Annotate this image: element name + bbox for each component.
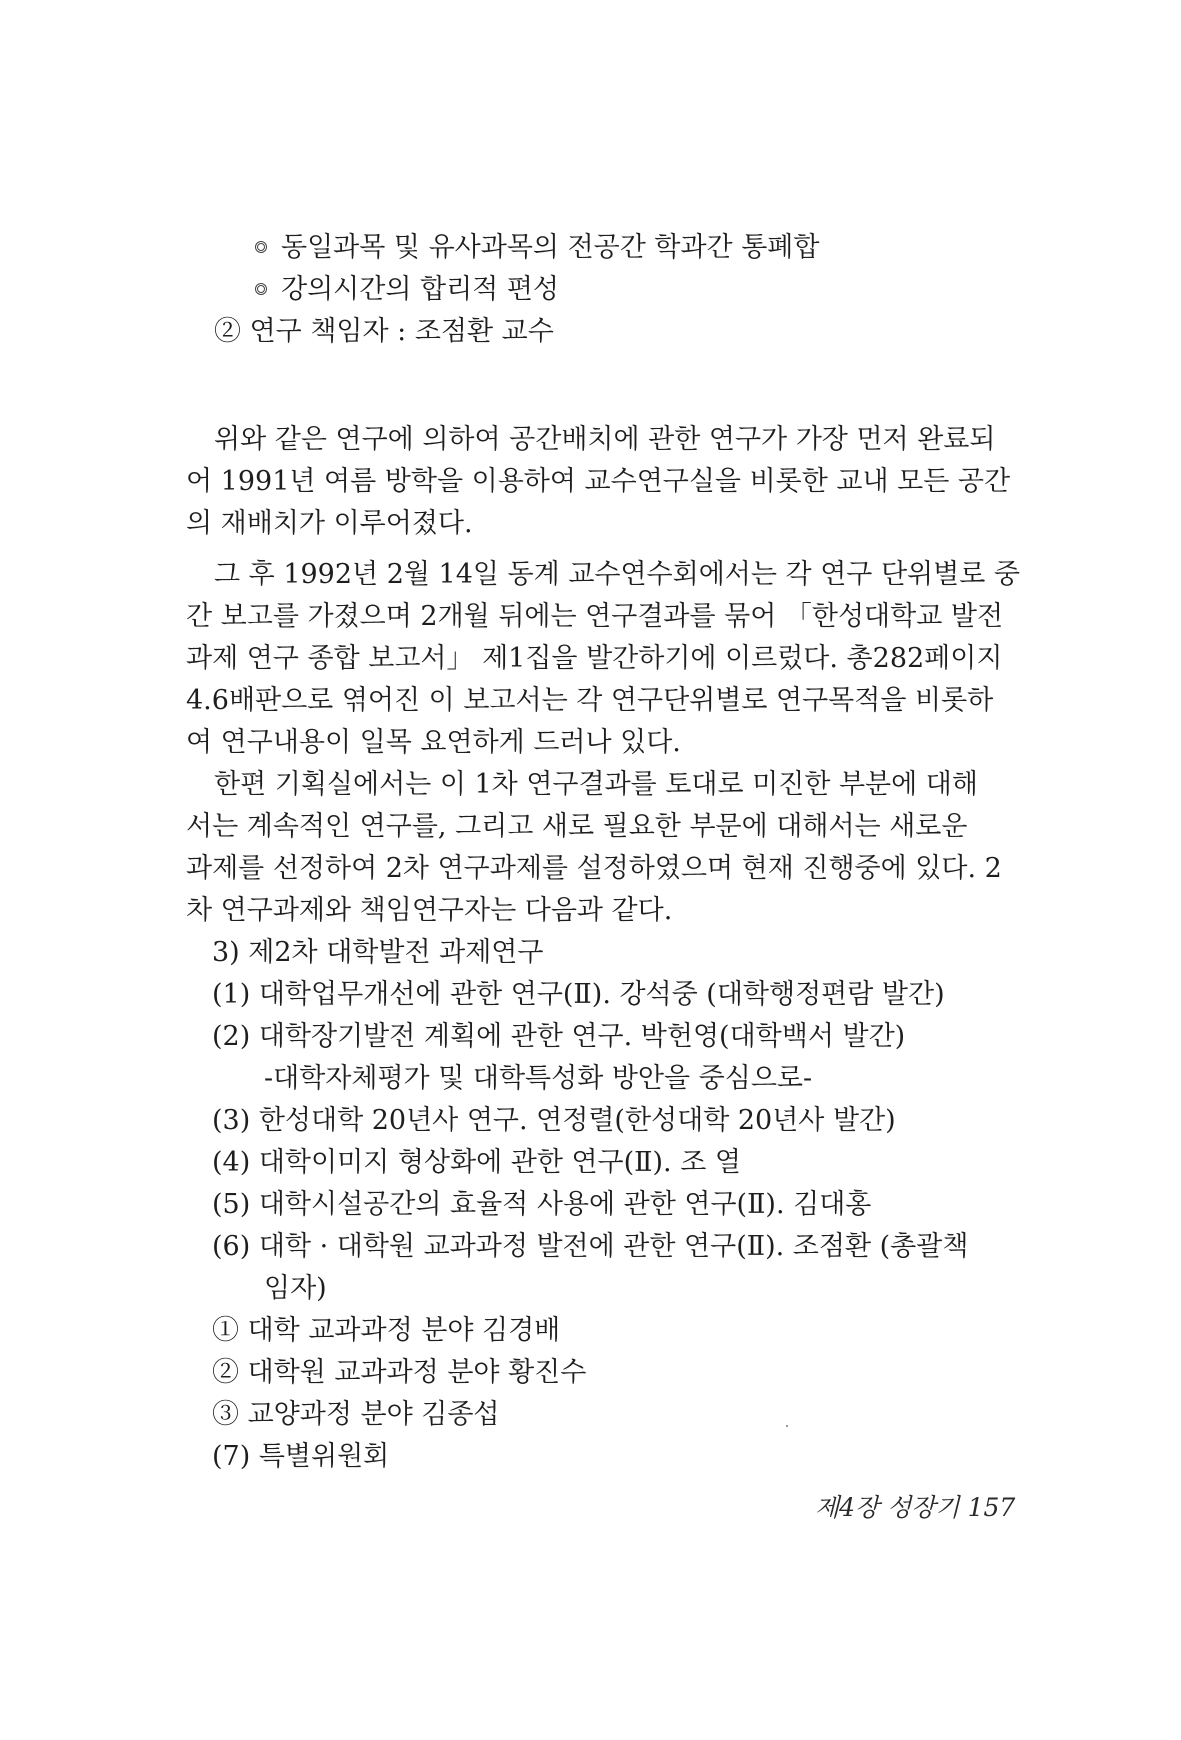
list-item: (4) 대학이미지 형상화에 관한 연구(Ⅱ). 조 열 [212, 1147, 741, 1178]
paragraph-line: 과제 연구 종합 보고서」 제1집을 발간하기에 이르렀다. 총282페이지 [186, 643, 1003, 674]
paragraph-line: 과제를 선정하여 2차 연구과제를 설정하였으며 현재 진행중에 있다. 2 [186, 853, 1002, 884]
sub-item: ① 대학 교과과정 분야 김경배 [212, 1315, 561, 1346]
paragraph-line: 한편 기획실에서는 이 1차 연구결과를 토대로 미진한 부분에 대해 [214, 769, 978, 800]
paragraph-line: 4.6배판으로 엮어진 이 보고서는 각 연구단위별로 연구목적을 비롯하 [186, 685, 994, 716]
scan-speck [786, 1425, 788, 1427]
list-item: (3) 한성대학 20년사 연구. 연정렬(한성대학 20년사 발간) [212, 1105, 896, 1136]
paragraph-line: 여 연구내용이 일목 요연하게 드러나 있다. [186, 727, 681, 758]
section-heading: 3) 제2차 대학발전 과제연구 [212, 937, 544, 968]
paragraph-line: 차 연구과제와 책임연구자는 다음과 같다. [186, 895, 673, 926]
bullet-item [255, 228, 819, 268]
paragraph-line: 서는 계속적인 연구를, 그리고 새로 필요한 부문에 대해서는 새로운 [186, 811, 968, 842]
list-item-subtitle: -대학자체평가 및 대학특성화 방안을 중심으로- [264, 1063, 813, 1094]
bullet-text: 강의시간의 합리적 편성 [281, 274, 559, 305]
bullet-icon [255, 241, 267, 253]
list-item: (6) 대학 · 대학원 교과과정 발전에 관한 연구(Ⅱ). 조점환 (총괄책 [212, 1231, 969, 1262]
sub-item: ② 대학원 교과과정 분야 황진수 [212, 1357, 587, 1388]
paragraph-line: 의 재배치가 이루어졌다. [186, 508, 473, 539]
page-footer [815, 1488, 1015, 1524]
list-item: (7) 특별위원회 [212, 1441, 390, 1472]
paragraph-line: 위와 같은 연구에 의하여 공간배치에 관한 연구가 가장 먼저 완료되 [214, 424, 996, 455]
sub-item: ③ 교양과정 분야 김종섭 [212, 1399, 500, 1430]
footer-page-number: 157 [967, 1493, 1016, 1522]
list-item-continuation: 임자) [264, 1273, 327, 1304]
bullet-icon [255, 283, 267, 295]
bullet-item [255, 270, 559, 310]
paragraph-line: 어 1991년 여름 방학을 이용하여 교수연구실을 비롯한 교내 모든 공간 [186, 466, 1011, 497]
paragraph-line: 그 후 1992년 2월 14일 동계 교수연수회에서는 각 연구 단위별로 중 [214, 559, 1020, 590]
bullet-text: 동일과목 및 유사과목의 전공간 학과간 통폐합 [281, 232, 820, 263]
paragraph-line: 간 보고를 가졌으며 2개월 뒤에는 연구결과를 묶어 「한성대학교 발전 [186, 601, 1004, 632]
list-item: (2) 대학장기발전 계획에 관한 연구. 박헌영(대학백서 발간) [212, 1021, 906, 1052]
footer-chapter: 제4장 성장기 [815, 1493, 960, 1522]
list-item: ② 연구 책임자 : 조점환 교수 [214, 316, 554, 347]
list-item: (5) 대학시설공간의 효율적 사용에 관한 연구(Ⅱ). 김대홍 [212, 1189, 872, 1220]
list-item: (1) 대학업무개선에 관한 연구(Ⅱ). 강석중 (대학행정편람 발간) [212, 979, 945, 1010]
